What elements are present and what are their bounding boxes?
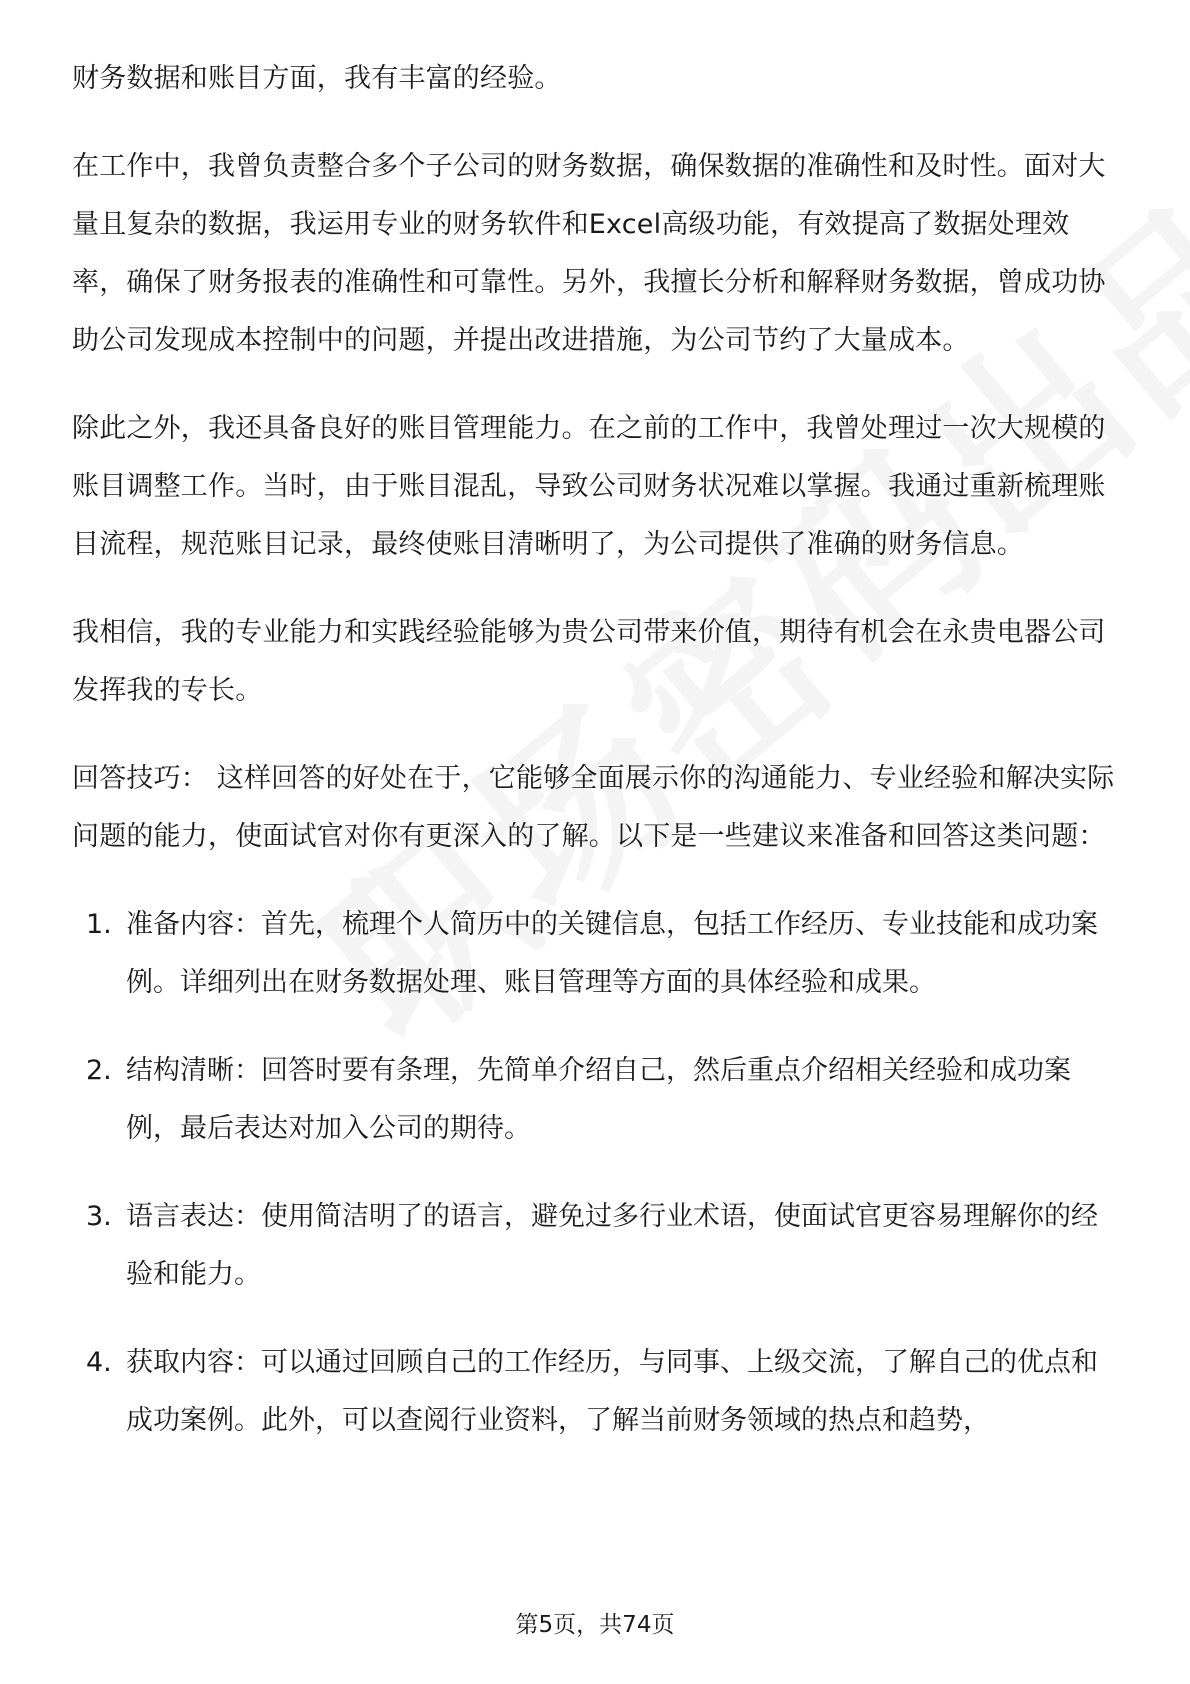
- paragraph-closing: 我相信，我的专业能力和实践经验能够为贵公司带来价值，期待有机会在永贵电器公司发挥我的专长。: [72, 617, 1106, 706]
- list-number: 4.: [86, 1347, 112, 1378]
- page-number: 第5页，共74页: [515, 1612, 675, 1638]
- document-body: [72, 50, 1120, 1450]
- paragraph-account-management: 除此之外，我还具备良好的账目管理能力。在之前的工作中，我曾处理过一次大规模的账目调整工作。当时，由于账目混乱，导致公司财务状况难以掌握。我通过重新梳理账目流程，规范账目记录，最终使账目清晰明了，为公司提供了准确的财务信息。: [72, 413, 1106, 560]
- list-spacer: [72, 1012, 1120, 1042]
- list-number: 3.: [86, 1201, 112, 1232]
- list-item: [72, 1188, 1120, 1304]
- paragraph-answer-tips: 回答技巧： 这样回答的好处在于，它能够全面展示你的沟通能力、专业经验和解决实际问题的能力，使面试官对你有更深入的了解。以下是一些建议来准备和回答这类问题：: [72, 763, 1115, 852]
- list-number: 2.: [86, 1055, 112, 1086]
- tips-list: [72, 896, 1120, 1450]
- list-item: [72, 1042, 1120, 1158]
- list-item-text: 语言表达：使用简洁明了的语言，避免过多行业术语，使面试官更容易理解你的经验和能力。: [126, 1201, 1098, 1290]
- list-item: [72, 1334, 1120, 1450]
- paragraph-data-integration: 在工作中，我曾负责整合多个子公司的财务数据，确保数据的准确性和及时性。面对大量且复杂的数据，我运用专业的财务软件和Excel高级功能，有效提高了数据处理效率，确保了财务报表的准确性和可靠性。另外，我擅长分析和解释财务数据，曾成功协助公司发现成本控制中的问题，并提出改进措施，为公司节约了大量成本。: [72, 151, 1106, 356]
- list-spacer: [72, 1304, 1120, 1334]
- paragraph-intro: 财务数据和账目方面，我有丰富的经验。: [72, 63, 562, 94]
- list-item-text: 准备内容：首先，梳理个人简历中的关键信息，包括工作经历、专业技能和成功案例。详细列出在财务数据处理、账目管理等方面的具体经验和成果。: [126, 909, 1098, 998]
- list-number: 1.: [86, 909, 112, 940]
- list-item-text: 获取内容：可以通过回顾自己的工作经历，与同事、上级交流，了解自己的优点和成功案例。此外，可以查阅行业资料，了解当前财务领域的热点和趋势，: [126, 1347, 1098, 1436]
- list-item-text: 结构清晰：回答时要有条理，先简单介绍自己，然后重点介绍相关经验和成功案例，最后表达对加入公司的期待。: [126, 1055, 1071, 1144]
- list-spacer: [72, 1158, 1120, 1188]
- list-item: [72, 896, 1120, 1012]
